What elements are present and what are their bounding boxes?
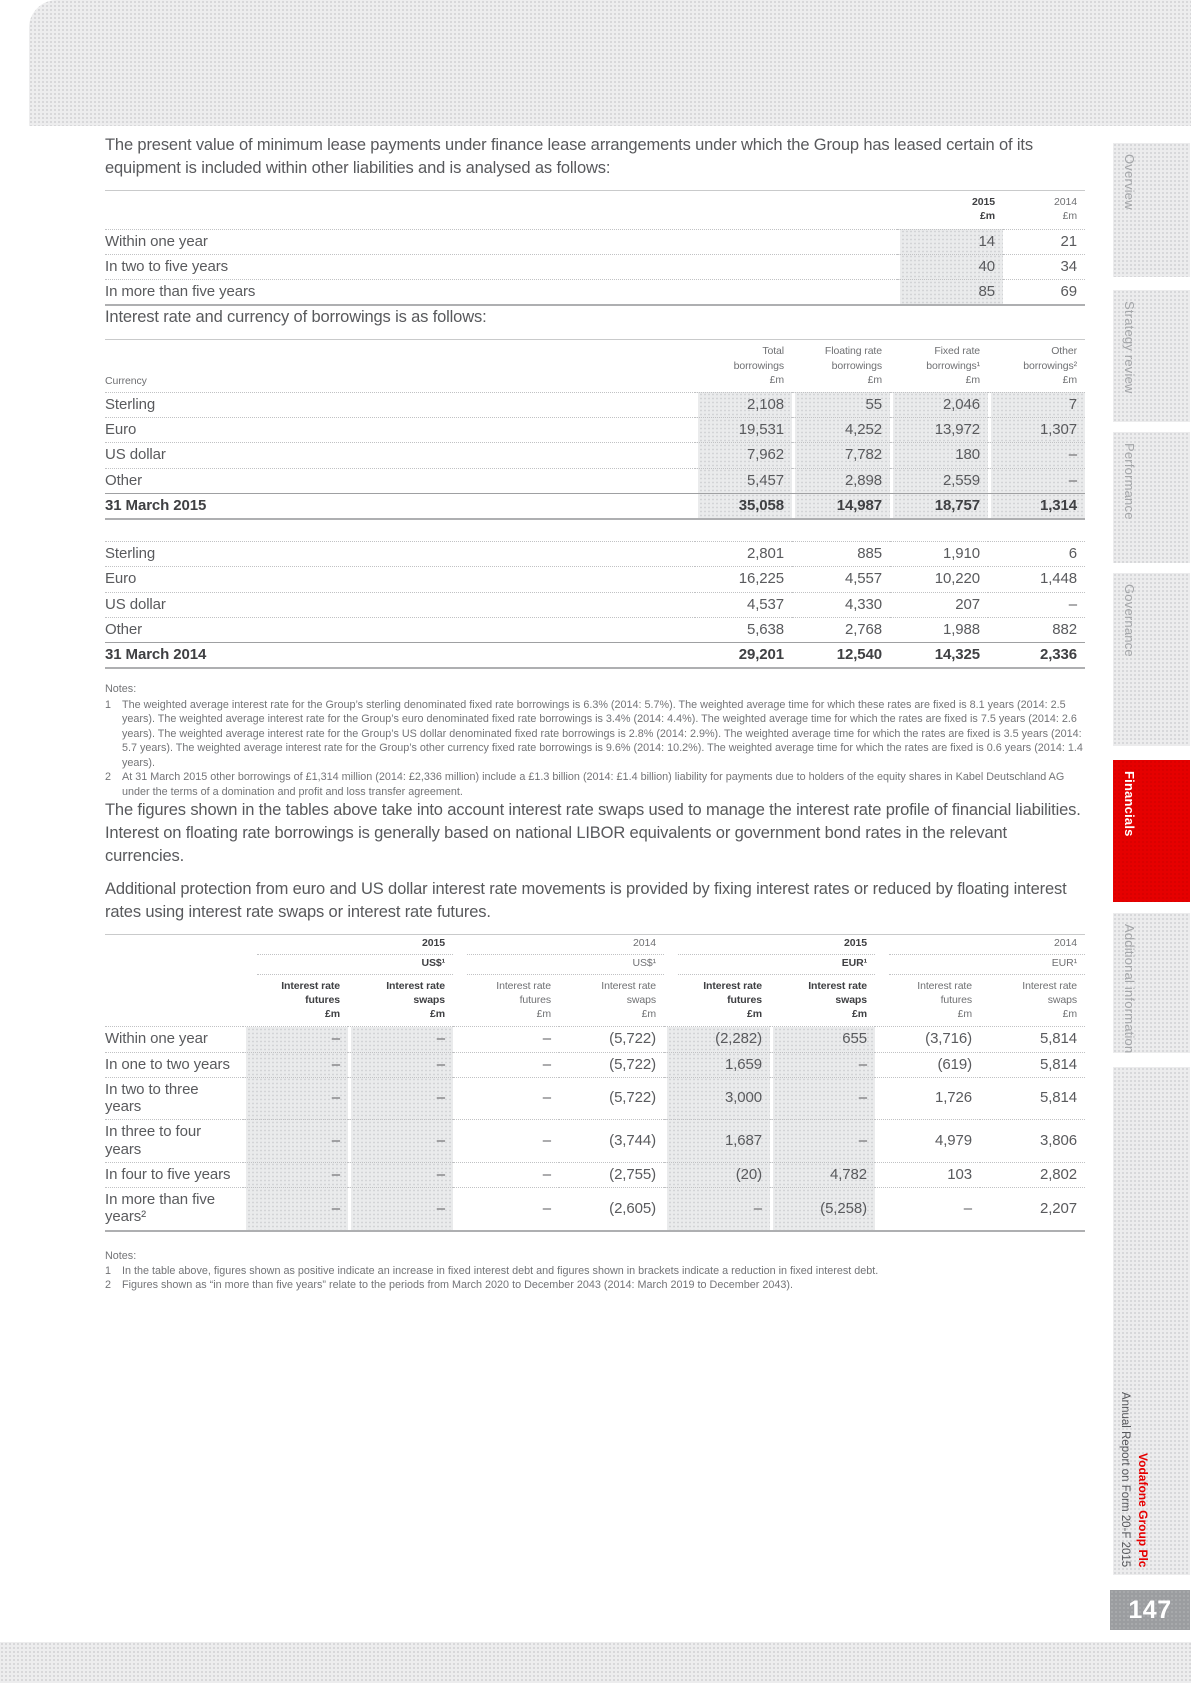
column-header-line: borrowings — [831, 359, 882, 372]
cell-value: – — [453, 1027, 559, 1052]
column-header-line: swaps — [1047, 993, 1077, 1006]
column-header-2014 — [1003, 191, 1085, 229]
cell-value: – — [243, 1188, 348, 1231]
total-value: 18,757 — [890, 493, 988, 519]
row-label: In three to four years — [105, 1120, 243, 1163]
row-label: US dollar — [105, 592, 695, 617]
row-label: Within one year — [105, 1027, 243, 1052]
year-header-row — [105, 935, 1085, 955]
total-value: 1,314 — [988, 493, 1085, 519]
column-header-line: Interest rate — [808, 979, 867, 992]
cell-value: – — [875, 1188, 980, 1231]
cell-value: – — [453, 1120, 559, 1163]
column-header-line: borrowings² — [1023, 359, 1077, 372]
cell-value: – — [243, 1077, 348, 1120]
column-header-line: swaps — [626, 993, 656, 1006]
column-header-line: £m — [1062, 1008, 1077, 1021]
row-label: Euro — [105, 567, 695, 592]
currency-header-row — [105, 955, 1085, 975]
page-bottom-margin — [0, 1642, 1191, 1683]
table-row — [105, 542, 1085, 567]
cell-value: – — [243, 1120, 348, 1163]
futures-notes — [105, 1249, 1085, 1293]
tab-label: Performance — [1122, 443, 1137, 520]
table-row — [105, 229, 1085, 254]
cell-value: 885 — [792, 542, 890, 567]
note-number: 2 — [105, 1279, 112, 1292]
table-row — [105, 392, 1085, 417]
cell-value: (5,722) — [559, 1052, 664, 1077]
note-item — [105, 698, 1085, 770]
cell-value: 5,814 — [980, 1027, 1085, 1052]
column-header-line: £m — [867, 373, 882, 386]
total-label: 31 March 2015 — [105, 493, 695, 519]
row-label: In two to three years — [105, 1077, 243, 1120]
cell-value: 1,910 — [890, 542, 988, 567]
swaps-paragraph: The figures shown in the tables above take into account interest rate swaps used to manage the interest rate profile of financial liabilities. Interest on floating rate borrowings is generally based on national LIBOR equivalents or government bond rates in the relevant currencies. — [105, 801, 1081, 866]
row-label: In two to five years — [105, 254, 897, 279]
cell-value: 85 — [897, 280, 1003, 306]
total-value: 2,336 — [988, 643, 1085, 669]
table-row — [105, 617, 1085, 642]
cell-value: 10,220 — [890, 567, 988, 592]
total-value: 35,058 — [695, 493, 792, 519]
cell-value: 5,814 — [980, 1052, 1085, 1077]
row-label: In more than five years² — [105, 1188, 243, 1231]
corner-cell — [105, 191, 897, 229]
tab-label: Governance — [1122, 584, 1137, 657]
column-header-line: £m — [747, 1008, 762, 1021]
column-header-3 — [988, 340, 1085, 393]
group-currency-label: US$¹ — [467, 955, 664, 975]
report-title-vertical: Annual Report on Form 20-F 2015 — [1119, 1391, 1131, 1567]
group-currency-0 — [243, 955, 453, 975]
table-body — [105, 1027, 1085, 1231]
cell-value: 7 — [988, 392, 1085, 417]
column-header-line: Interest rate — [386, 979, 445, 992]
cell-value: 3,000 — [664, 1077, 770, 1120]
cell-value: (5,258) — [770, 1188, 875, 1231]
cell-value: 2,768 — [792, 617, 890, 642]
total-row — [105, 493, 1085, 519]
group-year-label: 2015 — [678, 935, 875, 955]
column-header — [875, 975, 980, 1027]
tab-label: Overview — [1122, 154, 1137, 210]
row-label: In four to five years — [105, 1162, 243, 1187]
group-year-2 — [664, 935, 875, 955]
cell-value: – — [453, 1188, 559, 1231]
corner-cell — [105, 935, 243, 1027]
cell-value: – — [664, 1188, 770, 1231]
cell-value: 1,687 — [664, 1120, 770, 1163]
cell-value: 4,557 — [792, 567, 890, 592]
cell-value: – — [453, 1052, 559, 1077]
cell-value: (2,605) — [559, 1188, 664, 1231]
report-footer-panel — [1113, 1067, 1190, 1575]
cell-value: – — [348, 1077, 453, 1120]
column-header-line: Interest rate — [703, 979, 762, 992]
cell-value: – — [988, 443, 1085, 468]
note-text: At 31 March 2015 other borrowings of £1,314 million (2014: £2,336 million) include a £1.3 billion (2014: £1.4 billion) liability for payments due to holders of the equity shares in Kabel Deutschland AG under the terms of a domination and profit and loss transfer agreement. — [122, 771, 1065, 798]
column-header — [559, 975, 664, 1027]
note-item — [105, 770, 1085, 799]
cell-value: 13,972 — [890, 418, 988, 443]
cell-value: – — [348, 1027, 453, 1052]
group-currency-2 — [664, 955, 875, 975]
cell-value: 655 — [770, 1027, 875, 1052]
total-value: 14,987 — [792, 493, 890, 519]
row-label: Other — [105, 617, 695, 642]
cell-value: 2,559 — [890, 468, 988, 493]
cell-value: – — [243, 1027, 348, 1052]
group-year-1 — [453, 935, 664, 955]
row-label: Sterling — [105, 392, 695, 417]
row-label: Euro — [105, 418, 695, 443]
total-value: 29,201 — [695, 643, 792, 669]
column-header-line: Interest rate — [496, 979, 551, 992]
column-header — [980, 975, 1085, 1027]
column-header-line: £m — [769, 373, 784, 386]
column-header-line: Total — [762, 345, 784, 358]
tab-label: Strategy review — [1122, 301, 1137, 394]
table-row — [105, 1162, 1085, 1187]
column-header-line: Interest rate — [1022, 979, 1077, 992]
cell-value: 2,046 — [890, 392, 988, 417]
group-currency-3 — [875, 955, 1085, 975]
cell-value: (619) — [875, 1052, 980, 1077]
cell-value: (2,282) — [664, 1027, 770, 1052]
cell-value: (5,722) — [559, 1077, 664, 1120]
column-header — [770, 975, 875, 1027]
table-row — [105, 280, 1085, 306]
cell-value: (5,722) — [559, 1027, 664, 1052]
column-header-line: £m — [325, 1008, 340, 1021]
cell-value: 7,782 — [792, 443, 890, 468]
table-row — [105, 1077, 1085, 1120]
column-header-line: borrowings¹ — [926, 359, 980, 372]
cell-value: 5,814 — [980, 1077, 1085, 1120]
cell-value: 2,801 — [695, 542, 792, 567]
cell-value: 40 — [897, 254, 1003, 279]
table-row — [105, 468, 1085, 493]
column-header-line: futures — [305, 993, 340, 1006]
cell-value: 103 — [875, 1162, 980, 1187]
column-header-line: £m — [965, 373, 980, 386]
borrowings-notes — [105, 682, 1085, 799]
page-number: 147 — [1128, 1595, 1172, 1624]
cell-value: 882 — [988, 617, 1085, 642]
cell-value: 4,782 — [770, 1162, 875, 1187]
column-header-line: Floating rate — [824, 345, 882, 358]
cell-value: 6 — [988, 542, 1085, 567]
borrowings-by-currency-table — [105, 339, 1085, 669]
sidebar-tab-performance[interactable] — [1113, 432, 1190, 563]
note-number: 1 — [105, 1264, 112, 1277]
table-row — [105, 1188, 1085, 1231]
note-text: In the table above, figures shown as positive indicate an increase in fixed interest debt and figures shown in brackets indicate a reduction in fixed interest debt. — [122, 1264, 879, 1277]
note-text: The weighted average interest rate for the Group’s sterling denominated fixed rate borrowings is 6.3% (2014: 5.7%). The weighted average time for which these rates are fixed is 8.1 years (2014: 2.5 years). The weighted average interest rate for the Group’s euro denominated fixed rate borrowings is 3.4% (2014: 4.4%). The weighted average time for which the rates are fixed is 7.5 years (2014: 2.6 years). The weighted average interest rate for the Group’s US dollar denominated fixed rate borrowings is 2.8% (2014: 2.9%). The weighted average time for which the rates are fixed is 3.5 years (2014: 5.7 years). The weighted average interest rate for the Group’s other currency fixed rate borrowings is 9.6% (2014: 10.2%). The weighted average time for which the rates are fixed is 0.6 years (2014: 1.4 years). — [122, 698, 1083, 769]
cell-value: – — [348, 1120, 453, 1163]
interest-rate-futures-swaps-table — [105, 934, 1085, 1231]
note-number: 2 — [105, 771, 112, 784]
column-header-line: Interest rate — [601, 979, 656, 992]
sidebar-tab-overview[interactable] — [1113, 143, 1190, 277]
row-label: Other — [105, 468, 695, 493]
cell-value: 19,531 — [695, 418, 792, 443]
cell-value: – — [243, 1052, 348, 1077]
group-currency-label: EUR¹ — [889, 955, 1085, 975]
cell-value: – — [770, 1120, 875, 1163]
cell-value: 1,307 — [988, 418, 1085, 443]
section-spacer — [105, 519, 1085, 542]
cell-value: 2,802 — [980, 1162, 1085, 1187]
group-currency-label: US$¹ — [257, 955, 453, 975]
cell-value: 1,726 — [875, 1077, 980, 1120]
cell-value: – — [770, 1077, 875, 1120]
group-year-label: 2014 — [889, 935, 1085, 955]
tab-label: Additional information — [1122, 924, 1137, 1054]
group-year-label: 2015 — [257, 935, 453, 955]
tab-label: Financials — [1122, 771, 1137, 837]
column-header-row — [105, 975, 1085, 1027]
header-row — [105, 191, 1085, 229]
cell-value: (20) — [664, 1162, 770, 1187]
group-currency-label: EUR¹ — [678, 955, 875, 975]
column-header — [348, 975, 453, 1027]
group-year-0 — [243, 935, 453, 955]
cell-value: (3,716) — [875, 1027, 980, 1052]
protection-paragraph: Additional protection from euro and US dollar interest rate movements is provided by fixing interest rates or reduced by floating interest rates using interest rate swaps or interest rate futures. — [105, 880, 1067, 922]
table-row — [105, 1120, 1085, 1163]
column-unit: £m — [1062, 210, 1077, 223]
column-header — [243, 975, 348, 1027]
cell-value: – — [243, 1162, 348, 1187]
cell-value: 207 — [890, 592, 988, 617]
group-currency-1 — [453, 955, 664, 975]
column-year: 2014 — [1054, 196, 1077, 209]
cell-value: (3,744) — [559, 1120, 664, 1163]
header-row — [105, 340, 1085, 393]
column-header-line: £m — [957, 1008, 972, 1021]
table-header — [105, 340, 1085, 393]
cell-value: 2,898 — [792, 468, 890, 493]
column-header-line: swaps — [413, 993, 445, 1006]
cell-value: 1,988 — [890, 617, 988, 642]
cell-value: 1,659 — [664, 1052, 770, 1077]
cell-value: 4,252 — [792, 418, 890, 443]
group-year-label: 2014 — [467, 935, 664, 955]
total-row — [105, 643, 1085, 669]
note-text: Figures shown as “in more than five years” relate to the periods from March 2020 to December 2043 (2014: March 2019 to December 2043). — [122, 1279, 793, 1292]
lease-intro-paragraph: The present value of minimum lease payments under finance lease arrangements under which the Group has leased certain of its equipment is included within other liabilities and is analysed as follows: — [105, 136, 1033, 178]
note-item — [105, 1264, 1085, 1278]
page-number-badge — [1110, 1590, 1190, 1630]
row-label: Within one year — [105, 229, 897, 254]
total-value: 14,325 — [890, 643, 988, 669]
column-header-line: £m — [430, 1008, 445, 1021]
table-row — [105, 567, 1085, 592]
borrowings-heading: Interest rate and currency of borrowings is as follows: — [105, 308, 487, 327]
cell-value: 2,108 — [695, 392, 792, 417]
cell-value: – — [453, 1077, 559, 1120]
note-number: 1 — [105, 698, 112, 711]
cell-value: 2,207 — [980, 1188, 1085, 1231]
page-top-margin — [29, 0, 1191, 126]
column-header-line: futures — [727, 993, 762, 1006]
table-body — [105, 392, 1085, 668]
cell-value: 4,979 — [875, 1120, 980, 1163]
cell-value: – — [348, 1188, 453, 1231]
sidebar-tab-strategy-review[interactable] — [1113, 290, 1190, 422]
column-header-line: futures — [940, 993, 972, 1006]
cell-value: – — [770, 1052, 875, 1077]
column-header-line: Interest rate — [281, 979, 340, 992]
column-header-line: swaps — [835, 993, 867, 1006]
note-item — [105, 1278, 1085, 1292]
cell-value: 14 — [897, 229, 1003, 254]
cell-value: 5,638 — [695, 617, 792, 642]
cell-value: – — [348, 1162, 453, 1187]
row-label: In more than five years — [105, 280, 897, 306]
notes-title: Notes: — [105, 1249, 137, 1262]
column-unit: £m — [980, 210, 995, 223]
sidebar-tab-financials[interactable] — [1113, 760, 1190, 902]
table-header — [105, 935, 1085, 1027]
total-label: 31 March 2014 — [105, 643, 695, 669]
table-row — [105, 418, 1085, 443]
cell-value: – — [453, 1162, 559, 1187]
table-header — [105, 191, 1085, 229]
cell-value: 4,537 — [695, 592, 792, 617]
spacer-cell — [105, 519, 1085, 542]
cell-value: 55 — [792, 392, 890, 417]
column-year: 2015 — [972, 196, 995, 209]
row-label: In one to two years — [105, 1052, 243, 1077]
column-header-line: £m — [536, 1008, 551, 1021]
table-row — [105, 254, 1085, 279]
currency-column-header: Currency — [105, 340, 695, 393]
column-header-line: £m — [641, 1008, 656, 1021]
cell-value: 21 — [1003, 229, 1085, 254]
sidebar-tab-additional-information[interactable] — [1113, 913, 1190, 1053]
sidebar-tab-governance[interactable] — [1113, 573, 1190, 746]
column-header-0 — [695, 340, 792, 393]
column-header-line: £m — [852, 1008, 867, 1021]
column-header-line: Fixed rate — [934, 345, 980, 358]
table-body — [105, 229, 1085, 305]
column-header-2 — [890, 340, 988, 393]
cell-value: – — [988, 468, 1085, 493]
column-header-line: borrowings — [733, 359, 784, 372]
total-value: 12,540 — [792, 643, 890, 669]
cell-value: 69 — [1003, 280, 1085, 306]
cell-value: 7,962 — [695, 443, 792, 468]
table-row — [105, 1027, 1085, 1052]
cell-value: 3,806 — [980, 1120, 1085, 1163]
row-label: US dollar — [105, 443, 695, 468]
cell-value: – — [988, 592, 1085, 617]
column-header — [453, 975, 559, 1027]
table-row — [105, 1052, 1085, 1077]
table-row — [105, 443, 1085, 468]
cell-value: (2,755) — [559, 1162, 664, 1187]
cell-value: 180 — [890, 443, 988, 468]
group-year-3 — [875, 935, 1085, 955]
cell-value: 4,330 — [792, 592, 890, 617]
table-row — [105, 592, 1085, 617]
column-header-2015 — [897, 191, 1003, 229]
column-header-line: Other — [1051, 345, 1077, 358]
cell-value: 1,448 — [988, 567, 1085, 592]
lease-payments-table — [105, 190, 1085, 306]
column-header-line: Interest rate — [917, 979, 972, 992]
notes-title: Notes: — [105, 683, 137, 696]
column-header — [664, 975, 770, 1027]
cell-value: 5,457 — [695, 468, 792, 493]
column-header-line: futures — [519, 993, 551, 1006]
main-content — [105, 134, 1085, 1293]
row-label: Sterling — [105, 542, 695, 567]
column-header-line: £m — [1062, 373, 1077, 386]
cell-value: 16,225 — [695, 567, 792, 592]
brand-name-vertical: Vodafone Group Plc — [1136, 1452, 1150, 1567]
cell-value: 34 — [1003, 254, 1085, 279]
cell-value: – — [348, 1052, 453, 1077]
column-header-1 — [792, 340, 890, 393]
